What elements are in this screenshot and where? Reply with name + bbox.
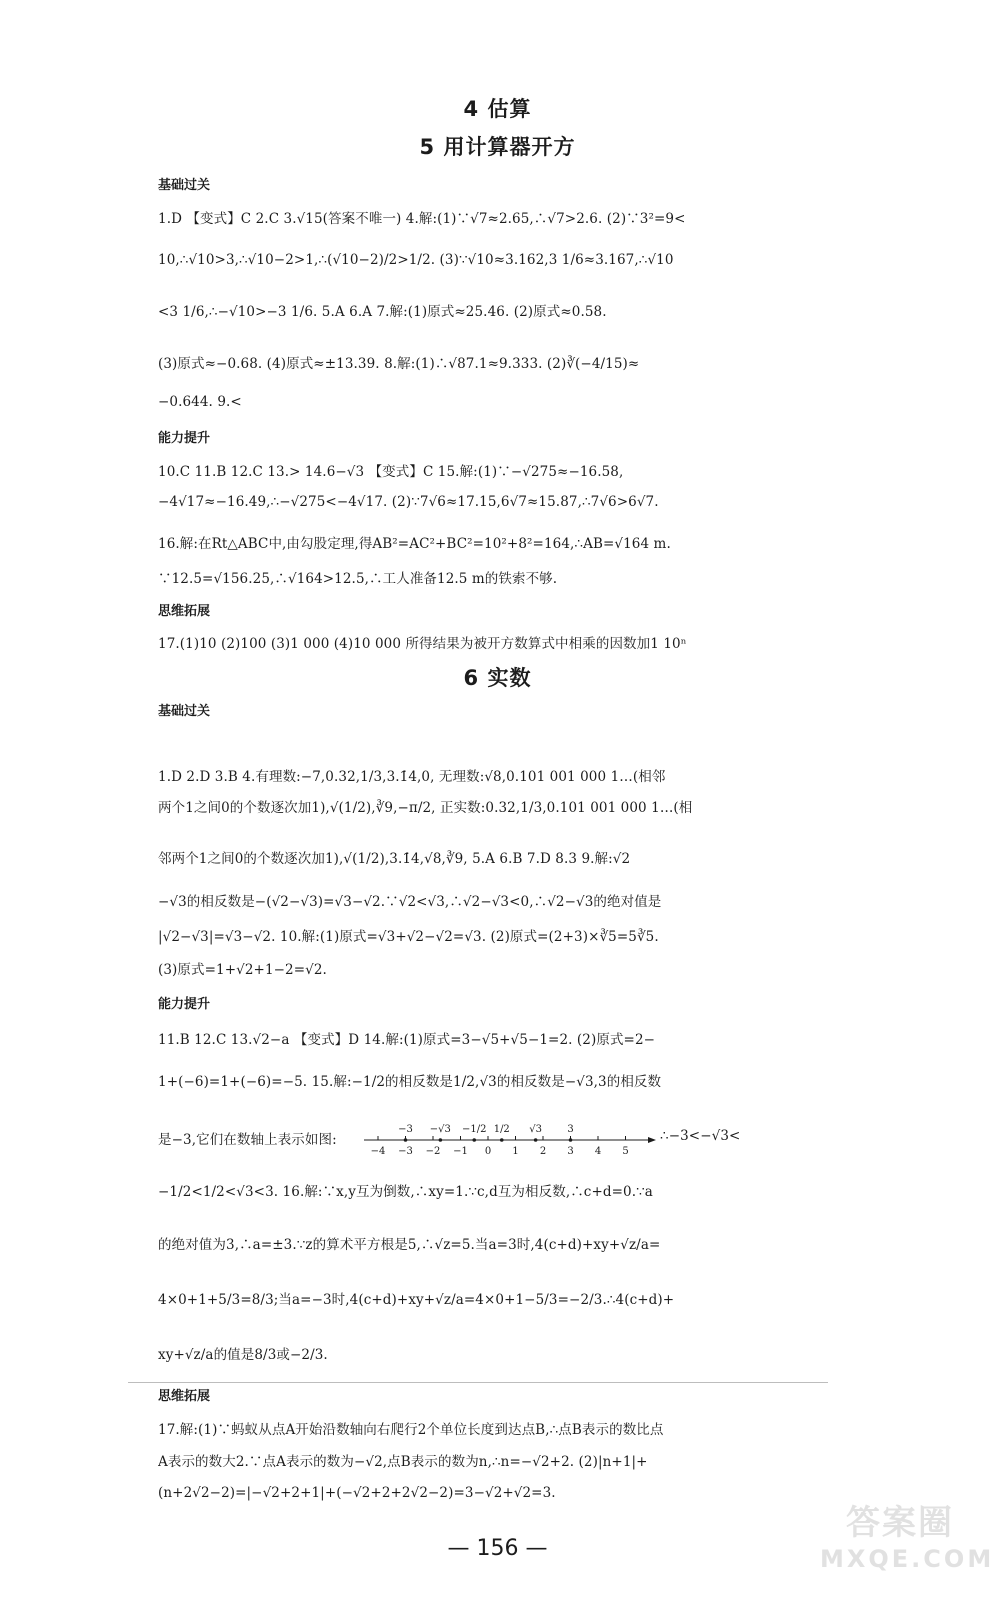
watermark-logo [820,1495,995,1590]
subhead-thinking-2: 思维拓展 [158,1389,211,1404]
number-line-tick-label: −4 [370,1146,386,1157]
subhead-basic-1: 基础过关 [158,178,211,193]
number-line-point [404,1138,408,1142]
text-line: 16.解:在Rt△ABC中,由勾股定理,得AB²=AC²+BC²=10²+8²=164,∴AB=√164 m. [158,536,671,552]
text-line: 1+(−6)=1+(−6)=−5. 15.解:−1/2的相反数是1/2,√3的相反数是−√3,3的相反数 [158,1074,662,1090]
watermark-bottom: MXQE.COM [820,1545,995,1573]
number-line-point [534,1138,538,1142]
text-line: 是−3,它们在数轴上表示如图: [158,1132,337,1148]
number-line-point-label: −1/2 [462,1124,487,1135]
subhead-ability-1: 能力提升 [158,431,211,446]
divider [128,1382,828,1383]
number-line-point [500,1138,504,1142]
number-line-point [569,1138,573,1142]
text-line: A表示的数大2.∵点A表示的数为−√2,点B表示的数为n,∴n=−√2+2. (2)|n+1|+ [158,1454,648,1470]
number-line-arrow [648,1137,656,1143]
number-line-tick-label: 2 [539,1146,547,1157]
text-line: 1.D 2.D 3.B 4.有理数:−7,0.32,1/3,3.1̇4̇,0, 无理数:√8,0.101 001 000 1…(相邻 [158,769,666,785]
text-line: 两个1之间0的个数逐次加1),√(1/2),∛9,−π/2, 正实数:0.32,1/3,0.101 001 000 1…(相 [158,800,693,816]
text-line: ∵12.5=√156.25,∴√164>12.5,∴工人准备12.5 m的铁索不够. [158,571,558,587]
number-line-svg [364,1112,656,1160]
text-line: 11.B 12.C 13.√2−a 【变式】D 14.解:(1)原式=3−√5+√5−1=2. (2)原式=2− [158,1032,656,1048]
number-line-point-label: −3 [398,1124,413,1135]
page-number: — 156 — [447,1536,548,1561]
subhead-thinking-1: 思维拓展 [158,604,211,619]
text-line: −4√17≈−16.49,∴−√275<−4√17. (2)∵7√6≈17.15,6√7≈15.87,∴7√6>6√7. [158,494,659,510]
text-line: −√3的相反数是−(√2−√3)=√3−√2.∵√2<√3,∴√2−√3<0,∴√2−√3的绝对值是 [158,894,662,910]
text-line: 1.D 【变式】C 2.C 3.√15(答案不唯一) 4.解:(1)∵√7≈2.65,∴√7>2.6. (2)∵3²=9< [158,211,686,227]
text-line: ∴−3<−√3< [660,1128,741,1144]
text-line: −1/2<1/2<√3<3. 16.解:∵x,y互为倒数,∴xy=1.∵c,d互为相反数,∴c+d=0.∵a [158,1184,653,1200]
text-line: (n+2√2−2)=|−√2+2+1|+(−√2+2+2√2−2)=3−√2+√2=3. [158,1485,556,1501]
number-line-figure [364,1112,656,1160]
number-line-point-label: √3 [529,1124,542,1135]
number-line-tick-label: 0 [484,1146,492,1157]
text-line: 17.(1)10 (2)100 (3)1 000 (4)10 000 所得结果为被开方数算式中相乘的因数加1 10ⁿ [158,636,687,652]
section-title-5: 5 用计算器开方 [419,135,576,159]
text-line: <3 1/6,∴−√10>−3 1/6. 5.A 6.A 7.解:(1)原式≈25.46. (2)原式≈0.58. [158,304,607,320]
text-line: |√2−√3|=√3−√2. 10.解:(1)原式=√3+√2−√2=√3. (2)原式=(2+3)×∛5=5∛5. [158,929,659,945]
text-line: (3)原式=1+√2+1−2=√2. [158,962,327,978]
section-title-4: 4 估算 [463,97,532,121]
number-line-tick-label: −3 [398,1146,413,1157]
number-line-tick-label: 5 [622,1146,629,1157]
number-line-point [439,1138,443,1142]
text-line: −0.644. 9.< [158,394,242,410]
number-line-point [472,1138,476,1142]
section-title-6: 6 实数 [463,666,532,690]
text-line: xy+√z/a的值是8/3或−2/3. [158,1347,328,1363]
number-line-tick-label: −2 [425,1146,441,1157]
number-line-tick-label: 1 [512,1146,519,1157]
text-line: 17.解:(1)∵蚂蚁从点A开始沿数轴向右爬行2个单位长度到达点B,∴点B表示的数比点 [158,1422,664,1438]
text-line: 10.C 11.B 12.C 13.> 14.6−√3 【变式】C 15.解:(1)∵−√275≈−16.58, [158,464,624,480]
number-line-tick-label: 3 [567,1146,574,1157]
text-line: 4×0+1+5/3=8/3;当a=−3时,4(c+d)+xy+√z/a=4×0+1−5/3=−2/3.∴4(c+d)+ [158,1292,675,1308]
text-line: 10,∴√10>3,∴√10−2>1,∴(√10−2)/2>1/2. (3)∵√10≈3.162,3 1/6≈3.167,∴√10 [158,252,674,268]
number-line-point-label: 1/2 [493,1124,510,1135]
number-line-point-label: −√3 [429,1124,451,1135]
number-line-tick-label: 4 [594,1146,602,1157]
subhead-ability-2: 能力提升 [158,997,211,1012]
watermark-top: 答案圈 [846,1503,954,1543]
text-line: (3)原式≈−0.68. (4)原式≈±13.39. 8.解:(1)∴√87.1≈9.333. (2)∛(−4/15)≈ [158,356,640,372]
text-line: 的绝对值为3,∴a=±3.∵z的算术平方根是5,∴√z=5.当a=3时,4(c+d)+xy+√z/a= [158,1237,661,1253]
text-line: 邻两个1之间0的个数逐次加1),√(1/2),3.1̇4̇,√8,∛9, 5.A 6.B 7.D 8.3 9.解:√2 [158,851,631,867]
number-line-point-label: 3 [567,1124,574,1135]
number-line-tick-label: −1 [453,1146,468,1157]
subhead-basic-2: 基础过关 [158,704,211,719]
